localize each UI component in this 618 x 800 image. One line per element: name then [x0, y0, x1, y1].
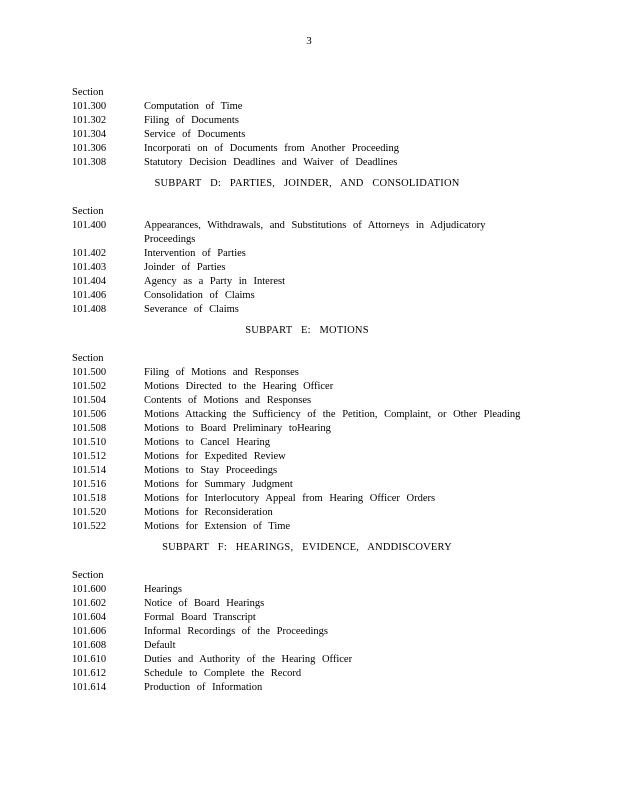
section-number: 101.610	[72, 654, 107, 665]
section-number: 101.400	[72, 220, 107, 231]
section-title: Filing of Motions and Responses	[144, 367, 299, 378]
section-title: Severance of Claims	[144, 304, 239, 315]
toc-entry	[72, 625, 542, 639]
section-number: 101.506	[72, 409, 107, 420]
section-number: 101.406	[72, 290, 107, 301]
toc-entry	[72, 506, 542, 520]
section-label: Section	[72, 87, 104, 98]
toc-entry	[72, 422, 542, 436]
toc-entry	[72, 408, 542, 422]
toc-entry	[72, 247, 542, 261]
section-title: Filing of Documents	[144, 115, 239, 126]
section-number: 101.302	[72, 115, 107, 126]
section-title: Joinder of Parties	[144, 262, 226, 273]
section-number: 101.600	[72, 584, 107, 595]
toc-entry	[72, 100, 542, 114]
section-title: Motions Directed to the Hearing Officer	[144, 381, 334, 392]
toc-entry	[72, 639, 542, 653]
section-number: 101.508	[72, 423, 107, 434]
section-number: 101.402	[72, 248, 107, 259]
toc-entry	[72, 142, 542, 156]
section-number: 101.602	[72, 598, 107, 609]
section-title: Incorporati on of Documents from Another Proceeding	[144, 143, 399, 154]
toc-entry	[72, 520, 542, 534]
section-title: Motions for Extension of Time	[144, 521, 291, 532]
section-title: Computation of Time	[144, 101, 243, 112]
section-number: 101.604	[72, 612, 107, 623]
toc-entry	[72, 583, 542, 597]
section-title: Motions for Expedited Review	[144, 451, 286, 462]
section-title: Consolidation of Claims	[144, 290, 255, 301]
toc-entry	[72, 303, 542, 317]
section-title: Notice of Board Hearings	[144, 598, 265, 609]
toc-entry	[72, 366, 542, 380]
toc-entry	[72, 597, 542, 611]
toc-entry	[72, 681, 542, 695]
section-number: 101.608	[72, 640, 107, 651]
section-title: Hearings	[144, 584, 182, 595]
section-number: 101.308	[72, 157, 107, 168]
section-title: Production of Information	[144, 682, 263, 693]
section-number: 101.516	[72, 479, 107, 490]
section-number: 101.522	[72, 521, 107, 532]
section-title: Service of Documents	[144, 129, 246, 140]
section-number: 101.304	[72, 129, 107, 140]
section-title: Contents of Motions and Responses	[144, 395, 312, 406]
toc-entry	[72, 156, 542, 170]
section-title: Informal Recordings of the Proceedings	[144, 626, 328, 637]
section-number: 101.502	[72, 381, 107, 392]
section-number: 101.403	[72, 262, 107, 273]
section-label: Section	[72, 206, 104, 217]
toc-block-subpart-e	[72, 324, 542, 534]
section-title: Motions to Stay Proceedings	[144, 465, 278, 476]
toc-block-subpart-f	[72, 541, 542, 695]
toc-entry	[72, 478, 542, 492]
subpart-heading: SUBPART F: HEARINGS, EVIDENCE, ANDDISCOVERY	[162, 542, 452, 553]
toc-block-subpart-d	[72, 177, 542, 317]
section-number: 101.520	[72, 507, 107, 518]
section-title: Motions for Reconsideration	[144, 507, 273, 518]
toc-entry	[72, 436, 542, 450]
section-number: 101.614	[72, 682, 107, 693]
toc-entry	[72, 128, 542, 142]
subpart-heading: SUBPART E: MOTIONS	[245, 325, 369, 336]
section-number: 101.512	[72, 451, 107, 462]
section-number: 101.612	[72, 668, 107, 679]
section-title: Duties and Authority of the Hearing Officer	[144, 654, 353, 665]
toc-entry	[72, 611, 542, 625]
section-label: Section	[72, 353, 104, 364]
section-title: Motions to Board Preliminary toHearing	[144, 423, 331, 434]
subpart-heading: SUBPART D: PARTIES, JOINDER, AND CONSOLIDATION	[154, 178, 460, 189]
section-number: 101.514	[72, 465, 107, 476]
section-number: 101.500	[72, 367, 107, 378]
section-number: 101.504	[72, 395, 107, 406]
section-title: Intervention of Parties	[144, 248, 246, 259]
section-number: 101.510	[72, 437, 107, 448]
toc-entry	[72, 394, 542, 408]
section-title: Motions for Interlocutory Appeal from Hearing Officer Orders	[144, 493, 436, 504]
toc-entry	[72, 219, 542, 247]
toc-entry	[72, 261, 542, 275]
section-number: 101.408	[72, 304, 107, 315]
section-title: Motions Attacking the Sufficiency of the Petition, Complaint, or Other Pleading	[144, 409, 521, 420]
section-number: 101.300	[72, 101, 107, 112]
toc-entry	[72, 289, 542, 303]
toc-block-general	[72, 86, 542, 170]
section-title: Statutory Decision Deadlines and Waiver of Deadlines	[144, 157, 398, 168]
toc-entry	[72, 653, 542, 667]
toc-entry	[72, 667, 542, 681]
page-number: 3	[306, 35, 312, 47]
table-of-contents	[72, 86, 542, 695]
toc-entry	[72, 114, 542, 128]
section-title: Motions for Summary Judgment	[144, 479, 293, 490]
section-title: Default	[144, 640, 176, 651]
section-title: Agency as a Party in Interest	[144, 276, 286, 287]
section-label: Section	[72, 570, 104, 581]
section-title: Motions to Cancel Hearing	[144, 437, 271, 448]
toc-entry	[72, 380, 542, 394]
toc-entry	[72, 464, 542, 478]
section-number: 101.404	[72, 276, 107, 287]
section-number: 101.518	[72, 493, 107, 504]
section-title: Appearances, Withdrawals, and Substitutions of Attorneys in Adjudicatory Proceedings	[144, 220, 486, 245]
section-title: Schedule to Complete the Record	[144, 668, 302, 679]
section-number: 101.606	[72, 626, 107, 637]
toc-entry	[72, 450, 542, 464]
section-number: 101.306	[72, 143, 107, 154]
toc-entry	[72, 275, 542, 289]
toc-entry	[72, 492, 542, 506]
section-title: Formal Board Transcript	[144, 612, 256, 623]
